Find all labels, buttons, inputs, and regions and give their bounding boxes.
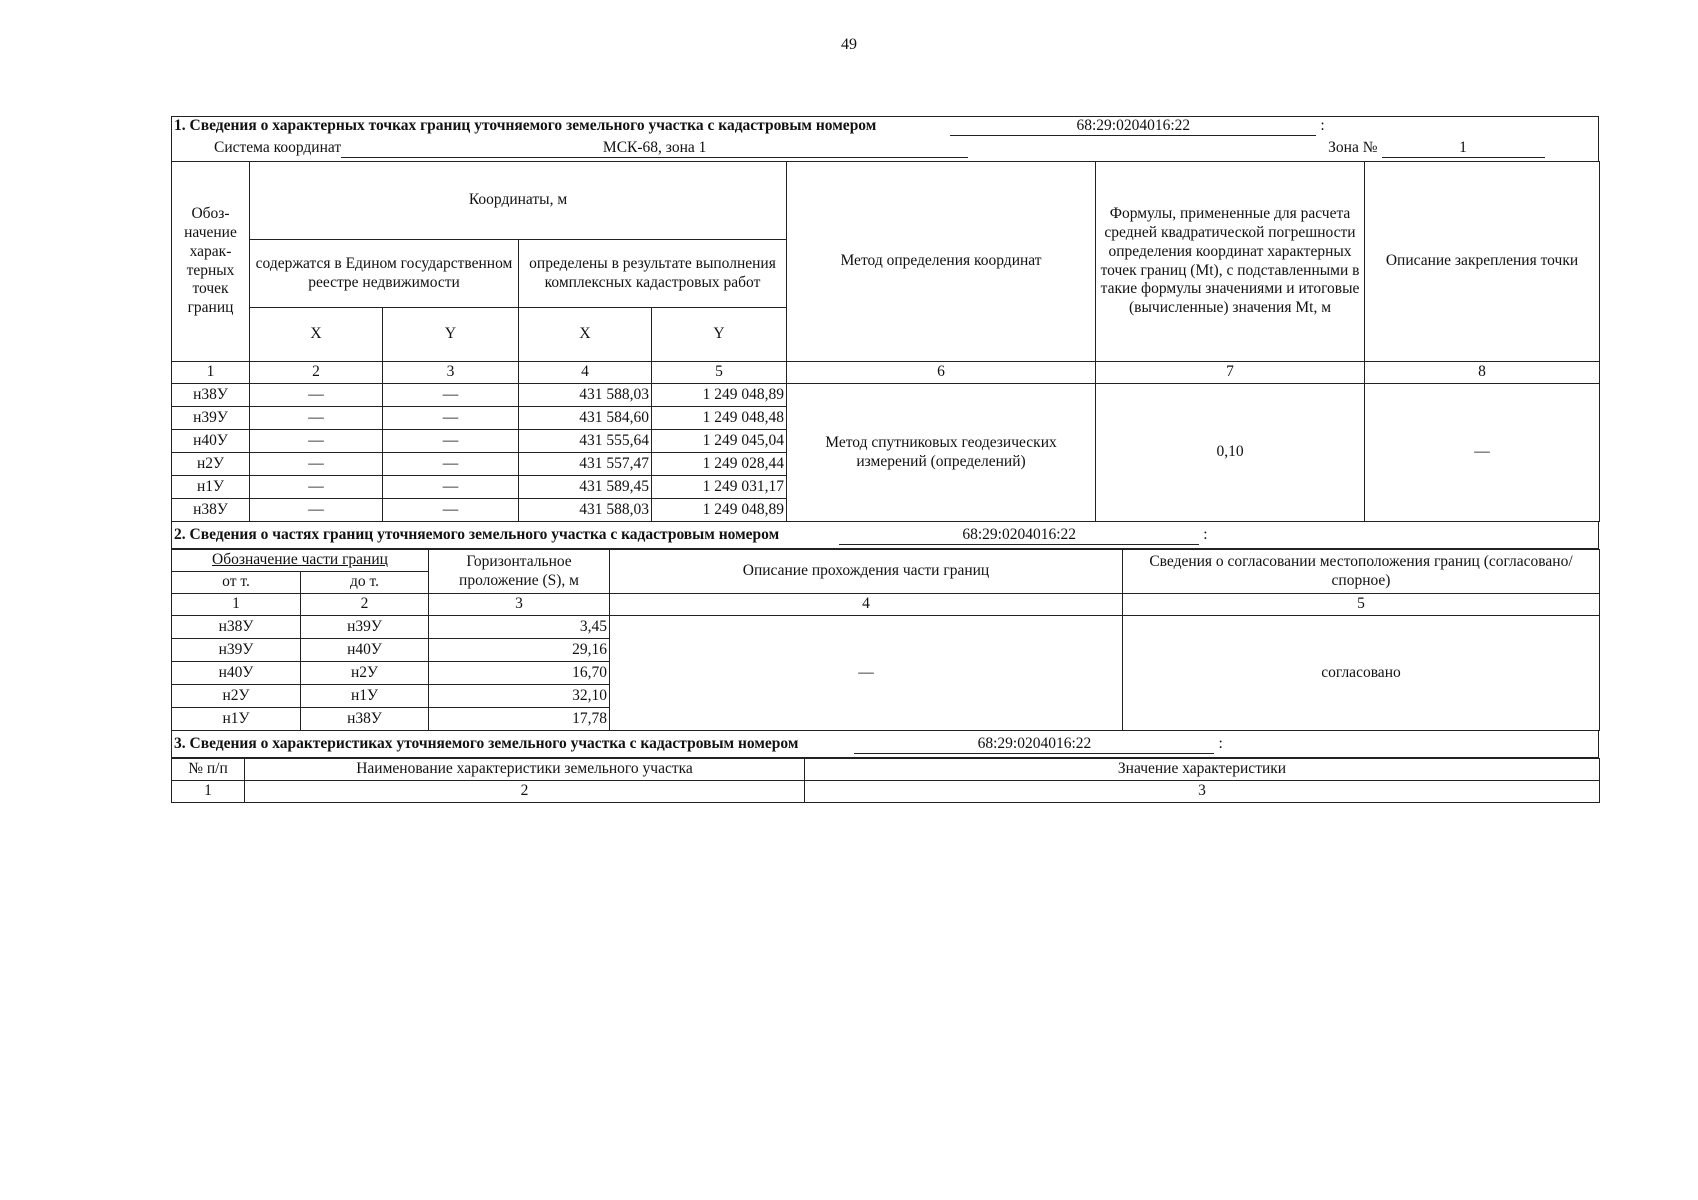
col-number: 1 — [172, 781, 245, 803]
header-point-designation: Обоз- начение харак- терных точек границ — [172, 162, 250, 362]
page-number: 49 — [841, 36, 857, 53]
section3-col-numbers — [172, 781, 1600, 803]
coord-x: 431 588,03 — [519, 384, 652, 407]
header-from-works: определены в результате выполнения комплексных кадастровых работ — [519, 240, 787, 308]
coord-x: 431 589,45 — [519, 476, 652, 499]
section2-col-numbers — [172, 594, 1600, 616]
header-in-egrn: содержатся в Едином государственном реестре недвижимости — [250, 240, 519, 308]
header-horizontal: Горизонтальное проложение (S), м — [429, 550, 610, 594]
fixing-value: — — [1365, 384, 1600, 522]
egrn-y: — — [383, 430, 519, 453]
zone-value: 1 — [1382, 139, 1545, 158]
section2-header — [171, 522, 1599, 549]
header-works-y: Y — [652, 308, 787, 362]
header-agreement: Сведения о согласовании местоположения границ (согласовано/спорное) — [1123, 550, 1600, 594]
coord-system-value: МСК-68, зона 1 — [341, 139, 968, 158]
section1-col-numbers — [172, 362, 1600, 384]
header-method: Метод определения координат — [787, 162, 1096, 362]
zone-label: Зона № — [1328, 139, 1378, 156]
header-from-point: от т. — [172, 572, 301, 594]
to-point: н2У — [301, 662, 429, 685]
egrn-x: — — [250, 499, 383, 522]
to-point: н39У — [301, 616, 429, 639]
coord-system-label: Система координат — [214, 139, 342, 156]
col-number: 7 — [1096, 362, 1365, 384]
col-number: 3 — [429, 594, 610, 616]
egrn-y: — — [383, 499, 519, 522]
section3-header — [171, 731, 1599, 758]
method-value: Метод спутниковых геодезических измерений (определений) — [787, 384, 1096, 522]
section3-table — [171, 758, 1600, 803]
section3-colon: : — [1218, 735, 1223, 752]
col-number: 1 — [172, 594, 301, 616]
egrn-y: — — [383, 453, 519, 476]
header-fixing: Описание закрепления точки — [1365, 162, 1600, 362]
coord-y: 1 249 045,04 — [652, 430, 787, 453]
col-number: 2 — [245, 781, 805, 803]
col-number: 8 — [1365, 362, 1600, 384]
table-row — [172, 384, 1600, 407]
header-formulas: Формулы, примененные для расчета средней квадратической погрешности определения координат характерных точек границ (Mt), с подставленными в такие формулы значениями и итоговые (вычисленные) значения Mt, м — [1096, 162, 1365, 362]
coord-x: 431 588,03 — [519, 499, 652, 522]
description-value: — — [610, 616, 1123, 731]
point-name: н2У — [172, 453, 250, 476]
col-number: 4 — [610, 594, 1123, 616]
egrn-y: — — [383, 476, 519, 499]
col-number: 2 — [301, 594, 429, 616]
coord-x: 431 557,47 — [519, 453, 652, 476]
horizontal-distance: 17,78 — [429, 708, 610, 731]
header-to-point: до т. — [301, 572, 429, 594]
from-point: н39У — [172, 639, 301, 662]
section2-title: 2. Сведения о частях границ уточняемого земельного участка с кадастровым номером — [174, 526, 780, 543]
horizontal-distance: 3,45 — [429, 616, 610, 639]
header-part-designation: Обозначение части границ — [172, 550, 429, 572]
header-egrn-x: X — [250, 308, 383, 362]
point-name: н38У — [172, 499, 250, 522]
from-point: н38У — [172, 616, 301, 639]
col-number: 3 — [383, 362, 519, 384]
coord-y: 1 249 048,48 — [652, 407, 787, 430]
point-name: н39У — [172, 407, 250, 430]
header-coordinates: Координаты, м — [250, 162, 787, 240]
col-number: 5 — [652, 362, 787, 384]
coord-x: 431 555,64 — [519, 430, 652, 453]
col-number: 6 — [787, 362, 1096, 384]
from-point: н1У — [172, 708, 301, 731]
horizontal-distance: 32,10 — [429, 685, 610, 708]
egrn-x: — — [250, 384, 383, 407]
section1-header — [171, 116, 1599, 161]
mt-value: 0,10 — [1096, 384, 1365, 522]
header-num: № п/п — [172, 759, 245, 781]
header-description: Описание прохождения части границ — [610, 550, 1123, 594]
coord-x: 431 584,60 — [519, 407, 652, 430]
coord-y: 1 249 031,17 — [652, 476, 787, 499]
col-number: 4 — [519, 362, 652, 384]
to-point: н40У — [301, 639, 429, 662]
coord-y: 1 249 048,89 — [652, 384, 787, 407]
section3-cadastral-number: 68:29:0204016:22 — [854, 735, 1214, 754]
point-name: н1У — [172, 476, 250, 499]
point-name: н38У — [172, 384, 250, 407]
egrn-y: — — [383, 407, 519, 430]
horizontal-distance: 16,70 — [429, 662, 610, 685]
section2-cadastral-number: 68:29:0204016:22 — [839, 526, 1199, 545]
section3-title: 3. Сведения о характеристиках уточняемого земельного участка с кадастровым номером — [174, 735, 799, 752]
section1-table — [171, 161, 1600, 522]
header-char-name: Наименование характеристики земельного участка — [245, 759, 805, 781]
egrn-x: — — [250, 407, 383, 430]
to-point: н1У — [301, 685, 429, 708]
section1-title: 1. Сведения о характерных точках границ уточняемого земельного участка с кадастровым номером — [174, 117, 877, 134]
egrn-y: — — [383, 384, 519, 407]
col-number: 5 — [1123, 594, 1600, 616]
section2-table — [171, 549, 1600, 731]
table-row — [172, 616, 1600, 639]
egrn-x: — — [250, 476, 383, 499]
horizontal-distance: 29,16 — [429, 639, 610, 662]
cadastral-form — [171, 116, 1599, 803]
col-number: 2 — [250, 362, 383, 384]
col-number: 3 — [805, 781, 1600, 803]
agreement-value: согласовано — [1123, 616, 1600, 731]
section1-colon: : — [1320, 117, 1325, 134]
col-number: 1 — [172, 362, 250, 384]
point-name: н40У — [172, 430, 250, 453]
coord-y: 1 249 048,89 — [652, 499, 787, 522]
header-char-value: Значение характеристики — [805, 759, 1600, 781]
coord-y: 1 249 028,44 — [652, 453, 787, 476]
egrn-x: — — [250, 430, 383, 453]
section2-colon: : — [1203, 526, 1208, 543]
from-point: н40У — [172, 662, 301, 685]
from-point: н2У — [172, 685, 301, 708]
to-point: н38У — [301, 708, 429, 731]
header-egrn-y: Y — [383, 308, 519, 362]
section1-cadastral-number: 68:29:0204016:22 — [950, 117, 1316, 136]
egrn-x: — — [250, 453, 383, 476]
header-works-x: X — [519, 308, 652, 362]
